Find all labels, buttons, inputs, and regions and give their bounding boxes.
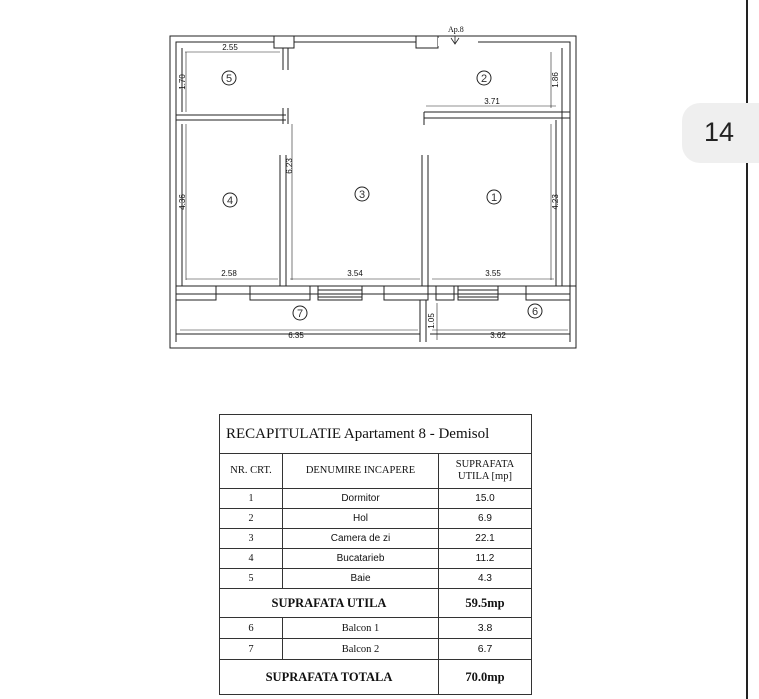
cell-nr: 2 [220, 509, 283, 529]
header-area-line2: UTILA [mp] [458, 471, 512, 482]
table-row [220, 509, 532, 529]
room-3-label: 3 [358, 189, 366, 201]
cell-name: Camera de zi [283, 529, 439, 549]
cell-nr: 4 [220, 549, 283, 569]
cell-name: Bucatarieb [283, 549, 439, 569]
table-row [220, 569, 532, 589]
room-2-label: 2 [480, 73, 488, 85]
page-number-badge [682, 103, 759, 163]
useful-area-row [220, 589, 532, 618]
cell-name: Baie [283, 569, 439, 589]
header-room-name: DENUMIRE INCAPERE [283, 454, 439, 489]
cell-name: Hol [283, 509, 439, 529]
dim-room3-width: 3.54 [347, 269, 363, 278]
floor-plan [0, 0, 600, 360]
total-area-row [220, 660, 532, 695]
dim-room1-height: 4.23 [551, 194, 560, 210]
dim-room3-height: 6.23 [285, 158, 294, 174]
inner-frame [176, 42, 570, 294]
cell-area: 22.1 [439, 529, 532, 549]
table-row [220, 489, 532, 509]
cell-area: 6.7 [439, 639, 532, 660]
dim-room4-height: 4.36 [178, 194, 187, 210]
dim-balcony2-width: 6.35 [288, 331, 304, 340]
apartment-label: Ap.8 [448, 25, 464, 34]
total-area-label: SUPRAFATA TOTALA [220, 660, 439, 695]
cell-area: 4.3 [439, 569, 532, 589]
useful-area-label: SUPRAFATA UTILA [220, 589, 439, 618]
dim-room5-height: 1.70 [178, 74, 187, 90]
cell-name: Balcon 2 [283, 639, 439, 660]
useful-area-value: 59.5mp [439, 589, 532, 618]
room-4-label: 4 [226, 195, 234, 207]
cell-nr: 7 [220, 639, 283, 660]
cell-nr: 5 [220, 569, 283, 589]
dim-balcony1-width: 3.62 [490, 331, 506, 340]
total-area-value: 70.0mp [439, 660, 532, 695]
dim-balcony-depth: 1.05 [427, 313, 436, 329]
room-1-label: 1 [490, 192, 498, 204]
cell-name: Balcon 1 [283, 618, 439, 639]
table-row [220, 618, 532, 639]
table-row [220, 639, 532, 660]
cell-area: 3.8 [439, 618, 532, 639]
dim-room1-width: 3.55 [485, 269, 501, 278]
dim-room2-height: 1.86 [551, 72, 560, 88]
header-area [439, 454, 532, 489]
cell-area: 15.0 [439, 489, 532, 509]
header-area-line1: SUPRAFATA [455, 459, 515, 470]
cell-nr: 6 [220, 618, 283, 639]
dim-room4-width: 2.58 [221, 269, 237, 278]
cell-name: Dormitor [283, 489, 439, 509]
cell-area: 11.2 [439, 549, 532, 569]
page-number: 14 [704, 117, 735, 147]
room-7-label: 7 [296, 308, 304, 320]
header-nr: NR. CRT. [220, 454, 283, 489]
cell-nr: 3 [220, 529, 283, 549]
recap-title: RECAPITULATIE Apartament 8 - Demisol [220, 415, 532, 454]
table-row [220, 549, 532, 569]
recap-table [219, 414, 532, 695]
room-5-label: 5 [225, 73, 233, 85]
cell-area: 6.9 [439, 509, 532, 529]
room-6-label: 6 [531, 306, 539, 318]
cell-nr: 1 [220, 489, 283, 509]
table-row [220, 529, 532, 549]
dim-room5-width: 2.55 [222, 43, 238, 52]
dim-room2-width: 3.71 [484, 97, 500, 106]
